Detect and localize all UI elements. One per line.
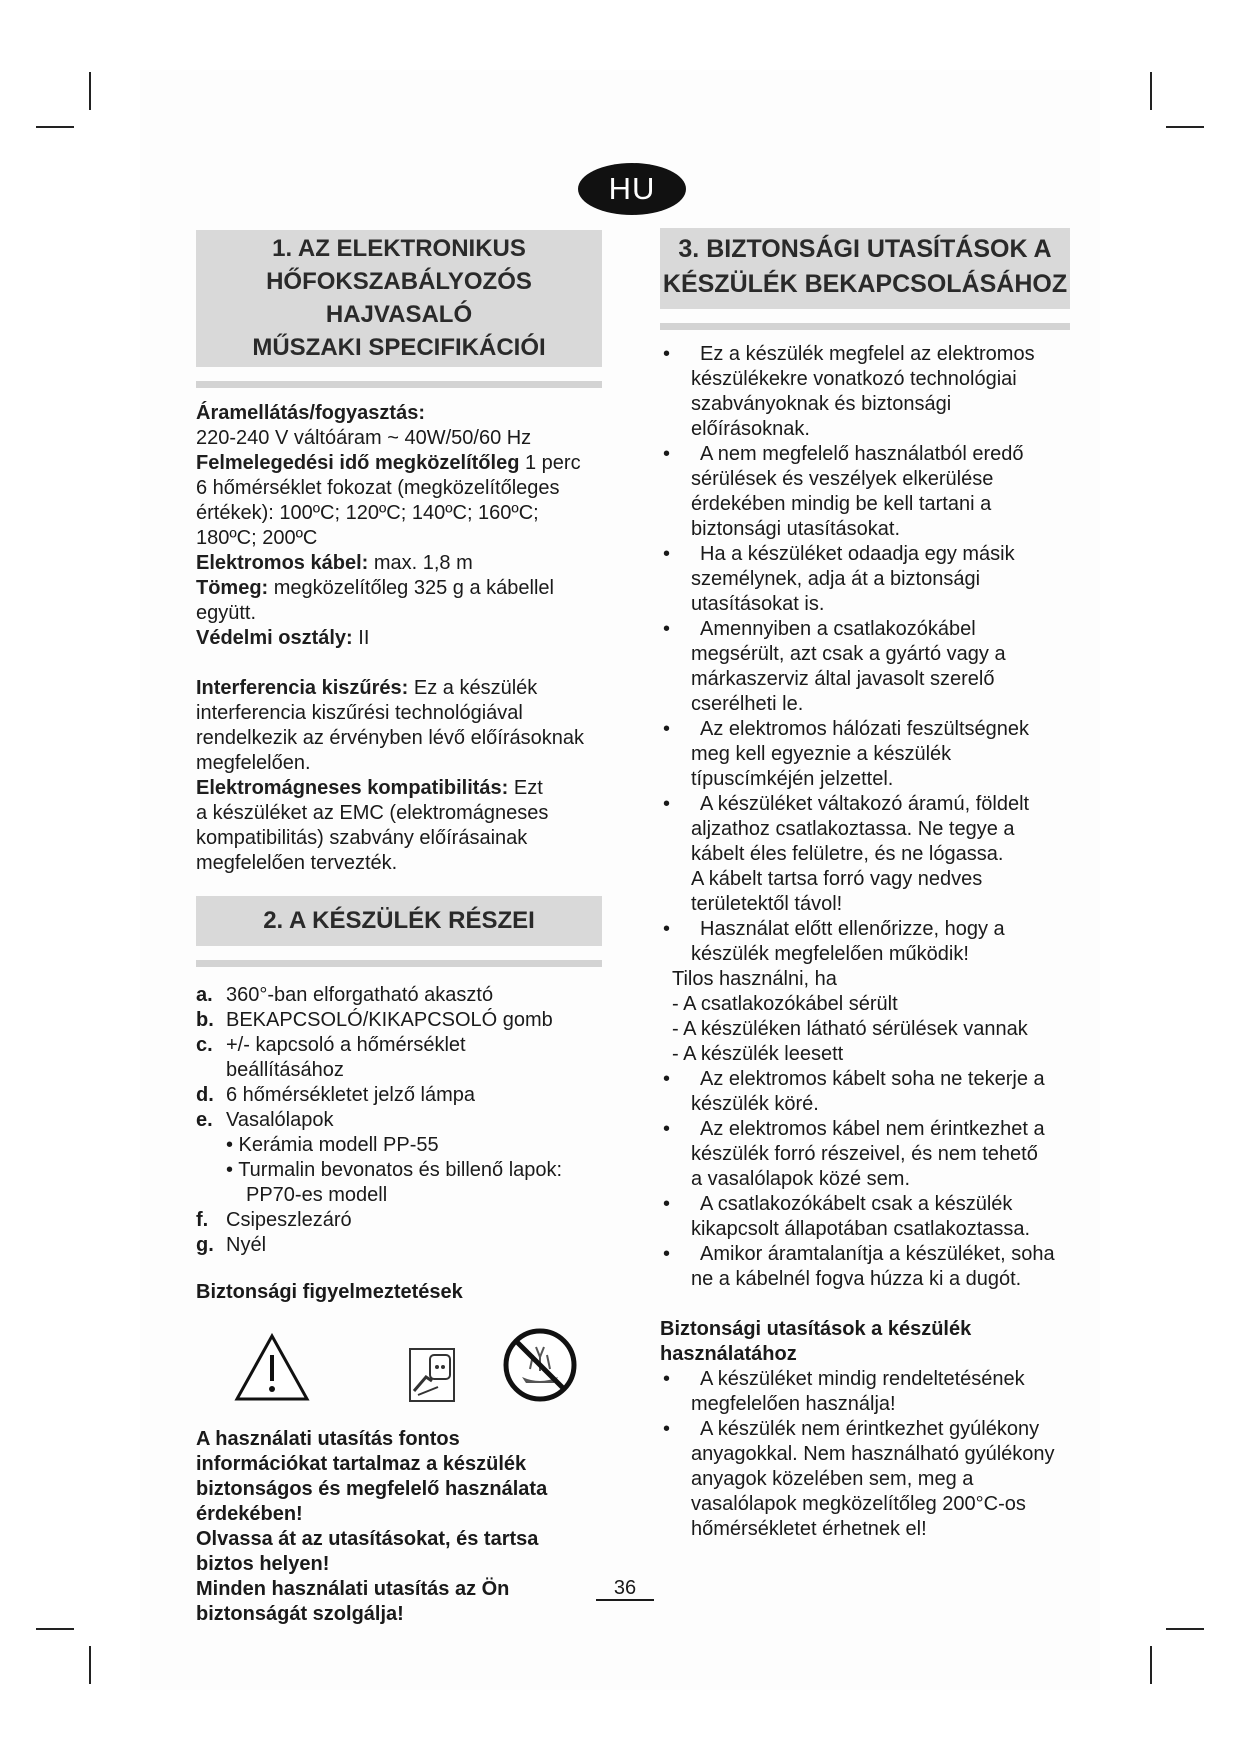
list-item	[660, 1417, 1070, 1542]
bullet-line: kikapcsolt állapotában csatlakoztassa.	[691, 1218, 1031, 1240]
part-text: 6 hőmérsékletet jelző lámpa	[226, 1084, 476, 1106]
warnings-text	[196, 1427, 602, 1627]
spec-label: Elektromos kábel:	[196, 552, 369, 574]
bullet-line: A csatlakozókábelt csak a készülék	[700, 1193, 1013, 1215]
spec-heat	[196, 451, 602, 476]
list-item	[196, 1083, 602, 1108]
bullet-line: megsérült, azt csak a gyártó vagy a	[691, 643, 1006, 665]
spec-interference-cont: interferencia kiszűrési technológiával	[196, 702, 523, 724]
forbidden-item: - A készülék leesett	[672, 1043, 844, 1065]
list-subitem: PP70-es modell	[246, 1184, 388, 1206]
crop-mark	[1150, 1646, 1152, 1684]
safety-list	[660, 342, 1070, 967]
list-item	[660, 442, 1070, 542]
spec-value: Ezt	[508, 777, 543, 799]
list-item	[196, 1208, 602, 1233]
list-item	[196, 1108, 602, 1133]
part-letter: f.	[196, 1209, 209, 1231]
list-item	[196, 1008, 602, 1033]
part-letter: b.	[196, 1009, 214, 1031]
bullet-line: Az elektromos kábelt soha ne tekerje a	[700, 1068, 1045, 1090]
spec-value: megközelítőleg 325 g a kábellel	[268, 577, 554, 599]
part-text: +/- kapcsoló a hőmérséklet	[226, 1034, 466, 1056]
bullet-line: készülék megfelelően működik!	[691, 943, 969, 965]
forbidden-title: Tilos használni, ha	[672, 968, 837, 990]
list-item	[660, 717, 1070, 792]
warning-line: információkat tartalmaz a készülék	[196, 1453, 527, 1475]
spec-weight	[196, 576, 602, 601]
list-item	[196, 1033, 602, 1058]
list-item	[660, 917, 1070, 967]
section-rule	[196, 960, 602, 967]
crop-mark	[1166, 1628, 1204, 1630]
part-text: Csipeszlezáró	[226, 1209, 352, 1231]
spec-label: Áramellátás/fogyasztás:	[196, 402, 425, 424]
unplug-plug-icon	[408, 1347, 456, 1403]
section-rule	[660, 323, 1070, 330]
spec-class	[196, 626, 602, 651]
language-badge: HU	[578, 163, 686, 215]
bullet-line: előírásoknak.	[691, 418, 810, 440]
list-subitem: • Kerámia modell PP-55	[226, 1134, 439, 1156]
bullet-line: készülékekre vonatkozó technológiai	[691, 368, 1017, 390]
section-1-heading	[196, 230, 602, 367]
spec-interference	[196, 676, 602, 701]
bullet-line: Használat előtt ellenőrizze, hogy a	[700, 918, 1005, 940]
section-1-heading-line: 1. AZ ELEKTRONIKUS	[272, 235, 526, 262]
bullet-dot: •	[663, 1368, 671, 1390]
warning-line: A használati utasítás fontos	[196, 1428, 460, 1450]
page-number: 36	[596, 1577, 654, 1601]
bullet-line: ne a kábelnél fogva húzza ki a dugót.	[691, 1268, 1022, 1290]
bullet-line: területektől távol!	[691, 893, 843, 915]
bullet-line: biztonsági utasításokat.	[691, 518, 901, 540]
warning-icons	[196, 1315, 602, 1403]
crop-mark	[1166, 126, 1204, 128]
usage-title-line: használatához	[660, 1343, 797, 1365]
bullet-dot: •	[663, 618, 671, 640]
bullet-line: utasításokat is.	[691, 593, 825, 615]
crop-mark	[89, 72, 91, 110]
warning-line: Olvassa át az utasításokat, és tartsa	[196, 1528, 539, 1550]
bullet-line: A készüléket mindig rendeltetésének	[700, 1368, 1025, 1390]
spec-label: Tömeg:	[196, 577, 269, 599]
bullet-line: kábelt éles felületre, és ne lógassa.	[691, 843, 1004, 865]
section-1-heading-line: MŰSZAKI SPECIFIKÁCIÓI	[252, 334, 546, 361]
part-letter: e.	[196, 1109, 213, 1131]
spec-value: Ez a készülék	[408, 677, 538, 699]
bullet-line: készülék forró részeivel, és nem tehető	[691, 1143, 1038, 1165]
part-text: Vasalólapok	[226, 1109, 334, 1131]
bullet-dot: •	[663, 443, 671, 465]
bullet-line: a vasalólapok közé sem.	[691, 1168, 911, 1190]
list-item	[660, 342, 1070, 442]
list-item	[660, 792, 1070, 917]
forbidden-item: - A készüléken látható sérülések vannak	[672, 1018, 1028, 1040]
bullet-line: Ha a készüléket odaadja egy másik	[700, 543, 1015, 565]
spec-label: Elektromágneses kompatibilitás:	[196, 777, 509, 799]
bullet-line: sérülések és veszélyek elkerülése	[691, 468, 994, 490]
spec-label: Interferencia kiszűrés:	[196, 677, 409, 699]
crop-mark	[36, 126, 74, 128]
section-3-heading-line: 3. BIZTONSÁGI UTASÍTÁSOK A	[678, 235, 1052, 263]
crop-mark	[1150, 72, 1152, 110]
bullet-line: Ez a készülék megfelel az elektromos	[700, 343, 1035, 365]
spec-temps: 180ºC; 200ºC	[196, 527, 318, 549]
list-item	[196, 1233, 602, 1258]
bullet-line: típuscímkéjén jelzettel.	[691, 768, 894, 790]
list-item	[660, 1067, 1070, 1117]
forbidden-item: - A csatlakozókábel sérült	[672, 993, 898, 1015]
warning-line: biztonságos és megfelelő használata	[196, 1478, 548, 1500]
bullet-line: személynek, adja át a biztonsági	[691, 568, 981, 590]
section-2-heading: 2. A KÉSZÜLÉK RÉSZEI	[196, 896, 602, 946]
spec-interference-cont: megfelelően.	[196, 752, 311, 774]
section-3-heading	[660, 228, 1070, 309]
spec-value: II	[352, 627, 370, 649]
section-rule	[196, 381, 602, 388]
bullet-line: A kábelt tartsa forró vagy nedves	[691, 868, 983, 890]
bullet-line: Amikor áramtalanítja a készüléket, soha	[700, 1243, 1055, 1265]
spec-emc-cont: kompatibilitás) szabvány előírásainak	[196, 827, 528, 849]
crop-mark	[36, 1628, 74, 1630]
no-water-icon	[500, 1327, 580, 1403]
bullet-line: vasalólapok megközelítőleg 200°C-os	[691, 1493, 1026, 1515]
part-letter: d.	[196, 1084, 214, 1106]
spec-emc-cont: a készüléket az EMC (elektromágneses	[196, 802, 549, 824]
warning-line: érdekében!	[196, 1503, 303, 1525]
parts-list	[196, 983, 602, 1258]
spec-label: Védelmi osztály:	[196, 627, 353, 649]
spec-cable	[196, 551, 602, 576]
bullet-line: cserélheti le.	[691, 693, 804, 715]
bullet-dot: •	[663, 1068, 671, 1090]
warning-triangle-icon	[234, 1333, 310, 1403]
part-letter: g.	[196, 1234, 214, 1256]
list-item	[196, 1058, 602, 1083]
warnings-title: Biztonsági figyelmeztetések	[196, 1281, 463, 1303]
spec-value: max. 1,8 m	[368, 552, 473, 574]
spec-value: 1 perc	[519, 452, 581, 474]
spec-weight-cont: együtt.	[196, 602, 257, 624]
spec-emc	[196, 776, 602, 801]
bullet-line: Amennyiben a csatlakozókábel	[700, 618, 976, 640]
spec-power-value: 220-240 V váltóáram ~ 40W/50/60 Hz	[196, 427, 532, 449]
spec-label: Felmelegedési idő megközelítőleg	[196, 452, 520, 474]
bullet-line: aljzathoz csatlakoztassa. Ne tegye a	[691, 818, 1015, 840]
part-letter: c.	[196, 1034, 213, 1056]
bullet-line: Az elektromos hálózati feszültségnek	[700, 718, 1030, 740]
warning-line: Minden használati utasítás az Ön	[196, 1578, 510, 1600]
bullet-dot: •	[663, 793, 671, 815]
bullet-line: A készülék nem érintkezhet gyúlékony	[700, 1418, 1040, 1440]
bullet-line: megfelelően használja!	[691, 1393, 896, 1415]
warning-line: biztonságát szolgálja!	[196, 1603, 404, 1625]
part-letter	[196, 1058, 226, 1083]
bullet-dot: •	[663, 1193, 671, 1215]
section-1-heading-line: HŐFOKSZABÁLYOZÓS HAJVASALÓ	[266, 268, 532, 328]
bullet-line: anyagok közelében sem, meg a	[691, 1468, 974, 1490]
bullet-line: hőmérsékletet érhetnek el!	[691, 1518, 927, 1540]
part-letter: a.	[196, 984, 213, 1006]
bullet-dot: •	[663, 543, 671, 565]
bullet-dot: •	[663, 918, 671, 940]
crop-mark	[89, 1646, 91, 1684]
bullet-line: meg kell egyeznie a készülék	[691, 743, 952, 765]
part-text: BEKAPCSOLÓ/KIKAPCSOLÓ gomb	[226, 1009, 553, 1031]
spec-interference-cont: rendelkezik az érvényben lévő előírásoknak	[196, 727, 584, 749]
list-item	[196, 983, 602, 1008]
spec-temps: értékek): 100ºC; 120ºC; 140ºC; 160ºC;	[196, 502, 539, 524]
list-subitem: • Turmalin bevonatos és billenő lapok:	[226, 1159, 563, 1181]
usage-list	[660, 1367, 1070, 1542]
section-3-heading-line: KÉSZÜLÉK BEKAPCSOLÁSÁHOZ	[662, 270, 1068, 298]
left-column	[196, 230, 602, 1627]
safety-list-2	[660, 1067, 1070, 1292]
list-item	[660, 1367, 1070, 1417]
bullet-line: A készüléket váltakozó áramú, földelt	[700, 793, 1030, 815]
part-text: Nyél	[226, 1234, 267, 1256]
bullet-line: szabványoknak és biztonsági	[691, 393, 952, 415]
bullet-line: márkaszerviz által javasolt szerelő	[691, 668, 995, 690]
part-text: beállításához	[226, 1059, 344, 1081]
spec-temps: 6 hőmérséklet fokozat (megközelítőleges	[196, 477, 560, 499]
bullet-line: érdekében mindig be kell tartani a	[691, 493, 992, 515]
bullet-line: A nem megfelelő használatból eredő	[700, 443, 1024, 465]
bullet-dot: •	[663, 343, 671, 365]
list-item	[660, 617, 1070, 717]
usage-title-line: Biztonsági utasítások a készülék	[660, 1318, 972, 1340]
bullet-dot: •	[663, 718, 671, 740]
list-item	[660, 1192, 1070, 1242]
bullet-line: Az elektromos kábel nem érintkezhet a	[700, 1118, 1045, 1140]
list-item	[660, 1242, 1070, 1292]
warning-line: biztos helyen!	[196, 1553, 330, 1575]
spec-power	[196, 401, 602, 426]
spec-emc-cont: megfelelően tervezték.	[196, 852, 398, 874]
bullet-dot: •	[663, 1118, 671, 1140]
bullet-line: anyagokkal. Nem használható gyúlékony	[691, 1443, 1055, 1465]
part-text: 360°-ban elforgatható akasztó	[226, 984, 494, 1006]
usage-title	[660, 1317, 1070, 1367]
list-item	[660, 542, 1070, 617]
bullet-line: készülék köré.	[691, 1093, 819, 1115]
bullet-dot: •	[663, 1418, 671, 1440]
right-column	[660, 228, 1070, 1542]
spec-block	[196, 401, 602, 876]
bullet-dot: •	[663, 1243, 671, 1265]
list-item	[660, 1117, 1070, 1192]
